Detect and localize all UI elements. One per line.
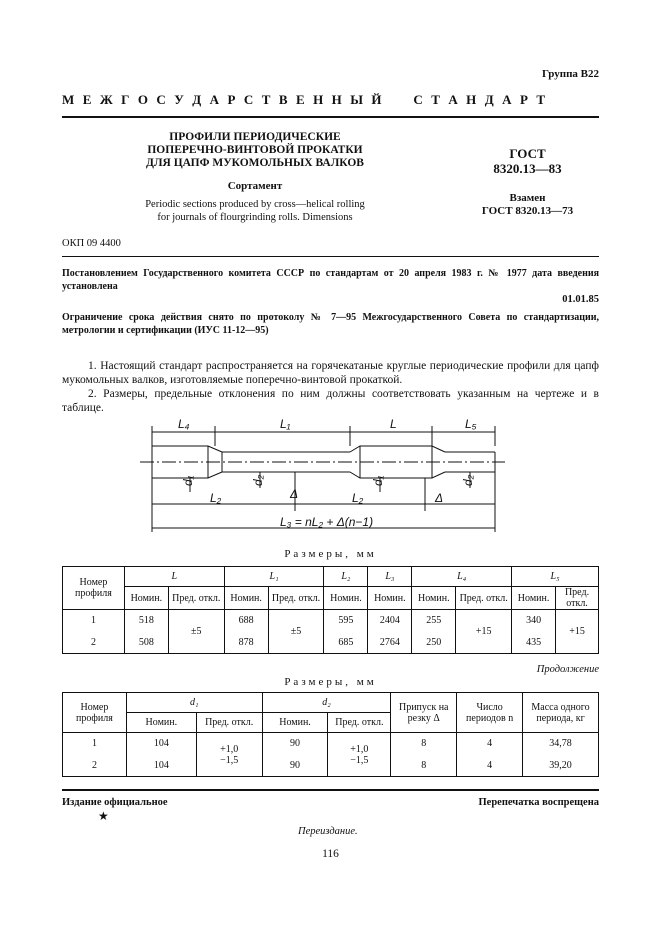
official-edition: Издание официальное [62,797,168,808]
decree-text: Постановлением Государственного комитета СССР по стандартам от 20 апреля 1983 г. № 1977 дата введения установлена [62,268,599,292]
label-l1: L₁ [280,417,291,431]
gost-number: 8320.13—83 [493,161,562,176]
table-row [63,632,599,654]
document-title [120,131,390,170]
t1-sub-nom: Номин. [512,587,556,610]
continuation-label: Продолжение [536,664,599,675]
header-rule [62,116,599,118]
cell: ±5 [268,610,324,654]
replaces-label: Взамен [509,192,546,204]
label-l3-formula: L₃ = nL₂ + Δ(n−1) [280,515,374,529]
t1-sub-nom: Номин. [368,587,412,610]
cell: 1 [63,610,125,632]
t1-sub-tol: Пред. откл. [268,587,324,610]
t2-header-d1: d₁ [126,693,262,713]
t1-header-l1: L₁ [224,567,324,587]
label-l5: L₅ [465,417,477,431]
cell: ±5 [168,610,224,654]
t2-header-mass: Масса одного периода, кг [523,693,599,733]
english-line-1: Periodic sections produced by cross—helical rolling [145,199,365,210]
t1-sub-nom: Номин. [124,587,168,610]
okp-code: ОКП 09 4400 [62,238,121,249]
t2-header-profile: Номер профиля [63,693,127,733]
t1-sub-nom: Номин. [224,587,268,610]
decree-date: 01.01.85 [562,294,599,305]
t1-header-l4: L₄ [412,567,512,587]
label-delta-right: Δ [435,491,444,505]
cell: 2 [63,632,125,654]
t1-header-l5: L₅ [512,567,599,587]
cell: 2 [63,755,127,777]
cell: 2764 [368,632,412,654]
tol-upper: +1,0 [350,743,369,755]
okp-rule [62,256,599,257]
title-line-3: ДЛЯ ЦАПФ МУКОМОЛЬНЫХ ВАЛКОВ [146,157,364,169]
cell: 688 [224,610,268,632]
t1-header-l: L [124,567,224,587]
label-delta-left: Δ [290,487,299,501]
t1-sub-nom: Номин. [324,587,368,610]
english-title [120,198,390,224]
table-row [63,733,599,755]
cell: 255 [412,610,456,632]
footer-rule [62,789,599,791]
tol-upper: +1,0 [220,743,239,755]
cell: 508 [124,632,168,654]
cell: 685 [324,632,368,654]
cell: 340 [512,610,556,632]
paragraph-1: 1. Настоящий стандарт распространяется на горячекатаные круглые периодические профили для цапф мукомольных валков, изготовляемые поперечно-винтовой прокаткой. [62,360,599,386]
cell-d1-tolerance [196,733,262,777]
t1-sub-tol: Пред. откл. [168,587,224,610]
gost-replaces [460,192,595,218]
cell: +15 [456,610,512,654]
tol-lower: −1,5 [350,754,369,766]
t1-sub-nom: Номин. [412,587,456,610]
cell: 4 [457,755,523,777]
gost-label: ГОСТ [509,146,546,161]
title-line-2: ПОПЕРЕЧНО-ВИНТОВОЙ ПРОКАТКИ [147,144,363,156]
label-l: L [390,417,397,431]
t2-header-d2: d₂ [262,693,391,713]
label-d1-right: d₁ [371,475,385,486]
t2-sub-nom: Номин. [126,713,196,733]
t2-sub-tol: Пред. откл. [196,713,262,733]
replaces-value: ГОСТ 8320.13—73 [481,205,574,217]
label-l2-right: L₂ [352,491,364,505]
cell: 90 [262,733,328,755]
cell: 4 [457,733,523,755]
table1-caption: Размеры, мм [284,548,377,560]
dimensions-table-1 [62,566,599,654]
cell: 595 [324,610,368,632]
tol-lower: −1,5 [220,754,239,766]
table2-caption: Размеры, мм [284,676,377,688]
reprint-prohibited: Перепечатка воспрещена [478,797,599,808]
english-line-2: for journals of flourgrinding rolls. Dimensions [157,212,353,223]
label-l2-left: L₂ [210,491,222,505]
t2-header-periods: Число периодов n [457,693,523,733]
standard-banner: М Е Ж Г О С У Д А Р С Т В Е Н Н Ы Й С Т А Н Д А Р Т [62,92,548,107]
cell: 878 [224,632,268,654]
t1-header-profile: Номер профиля [63,567,125,610]
group-code: Группа В22 [541,68,599,80]
label-d2-left: d₂ [251,474,265,486]
cell: 8 [391,755,457,777]
reissue-note: Переиздание. [298,826,358,837]
label-d1-left: d₁ [181,475,195,486]
paragraph-2: 2. Размеры, предельные отклонения по ним должны соответствовать указанным на чертеже и в таблице. [62,388,599,414]
restriction-text: Ограничение срока действия снято по протоколу № 7—95 Межгосударственного Совета по стандартизации, метрологии и сертификации (ИУС 11-12—95) [62,312,599,336]
t1-sub-tol: Пред. откл. [456,587,512,610]
t2-sub-tol: Пред. откл. [328,713,391,733]
gost-designation [460,146,595,176]
cell: 250 [412,632,456,654]
cell: 8 [391,733,457,755]
dimensions-table-2 [62,692,599,777]
cell: +15 [556,610,599,654]
t1-header-l3: L₃ [368,567,412,587]
t2-header-allowance: Припуск на резку Δ [391,693,457,733]
t1-sub-tol: Пред. откл. [556,587,599,610]
cell: 34,78 [523,733,599,755]
cell: 39,20 [523,755,599,777]
cell: 90 [262,755,328,777]
label-d2-right: d₂ [461,474,475,486]
page-number: 116 [322,848,339,860]
title-line-1: ПРОФИЛИ ПЕРИОДИЧЕСКИЕ [169,131,341,143]
profile-drawing [140,416,510,536]
cell-d2-tolerance [328,733,391,777]
table-row [63,610,599,632]
t1-header-l2: L₂ [324,567,368,587]
cell: 1 [63,733,127,755]
star-icon: ★ [98,809,109,823]
cell: 435 [512,632,556,654]
cell: 104 [126,733,196,755]
cell: 104 [126,755,196,777]
cell: 518 [124,610,168,632]
t2-sub-nom: Номин. [262,713,328,733]
cell: 2404 [368,610,412,632]
subtitle: Сортамент [227,180,283,192]
label-l4: L₄ [178,417,190,431]
